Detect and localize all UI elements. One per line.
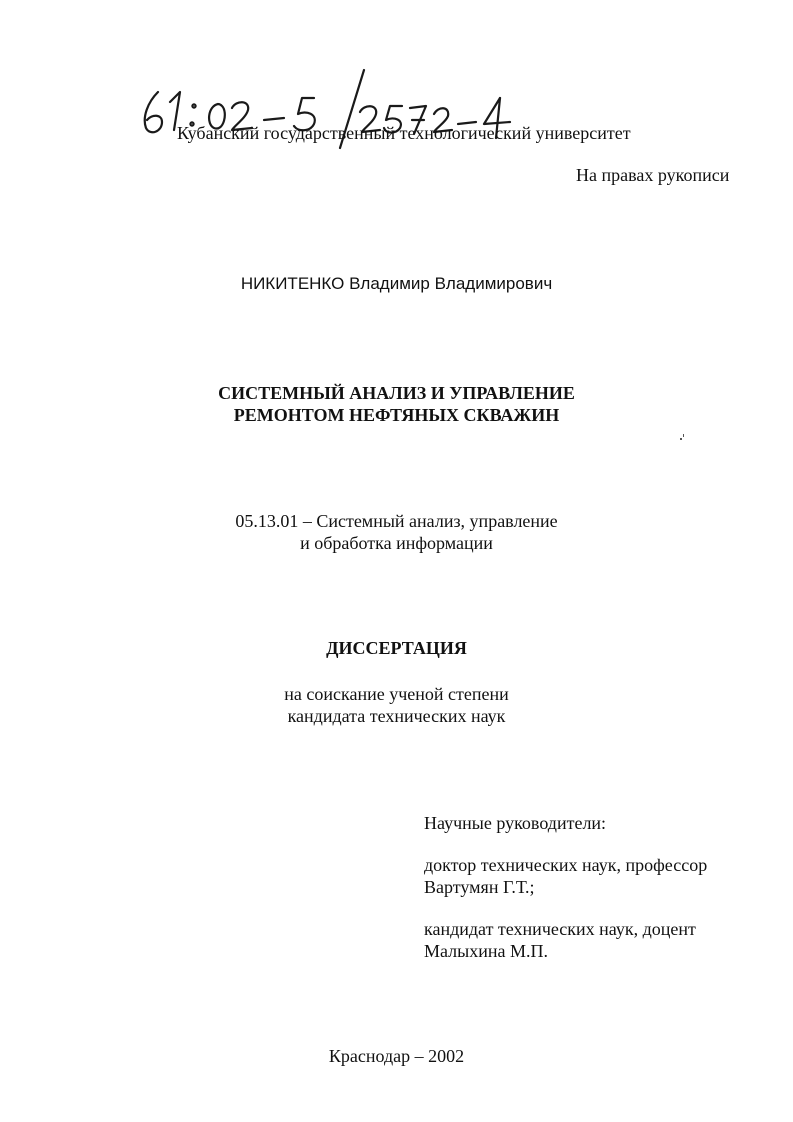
specialty-line2: и обработка информации	[300, 533, 493, 553]
document-type: ДИССЕРТАЦИЯ	[326, 638, 467, 658]
author-name: НИКИТЕНКО Владимир Владимирович	[240, 274, 553, 293]
degree-line2: кандидата технических наук	[287, 706, 506, 726]
city-year: Краснодар – 2002	[328, 1046, 465, 1066]
dissertation-title-line1: СИСТЕМНЫЙ АНАЛИЗ И УПРАВЛЕНИЕ	[218, 383, 575, 403]
degree-line1: на соискание ученой степени	[284, 684, 509, 704]
supervisor-1-name: Вартумян Г.Т.;	[424, 877, 535, 897]
supervisor-2-title: кандидат технических наук, доцент	[424, 919, 696, 939]
supervisor-1-title: доктор технических наук, профессор	[424, 855, 708, 875]
university-name: Кубанский государственный технологический университет	[177, 123, 631, 143]
scan-speck	[683, 434, 684, 437]
supervisors-heading: Научные руководители:	[424, 813, 607, 833]
specialty-line1: 05.13.01 – Системный анализ, управление	[235, 511, 558, 531]
scan-speck	[680, 438, 682, 440]
supervisor-2-name: Малыхина М.П.	[424, 941, 548, 961]
manuscript-rights-note: На правах рукописи	[576, 165, 730, 185]
dissertation-title-line2: РЕМОНТОМ НЕФТЯНЫХ СКВАЖИН	[233, 405, 560, 425]
